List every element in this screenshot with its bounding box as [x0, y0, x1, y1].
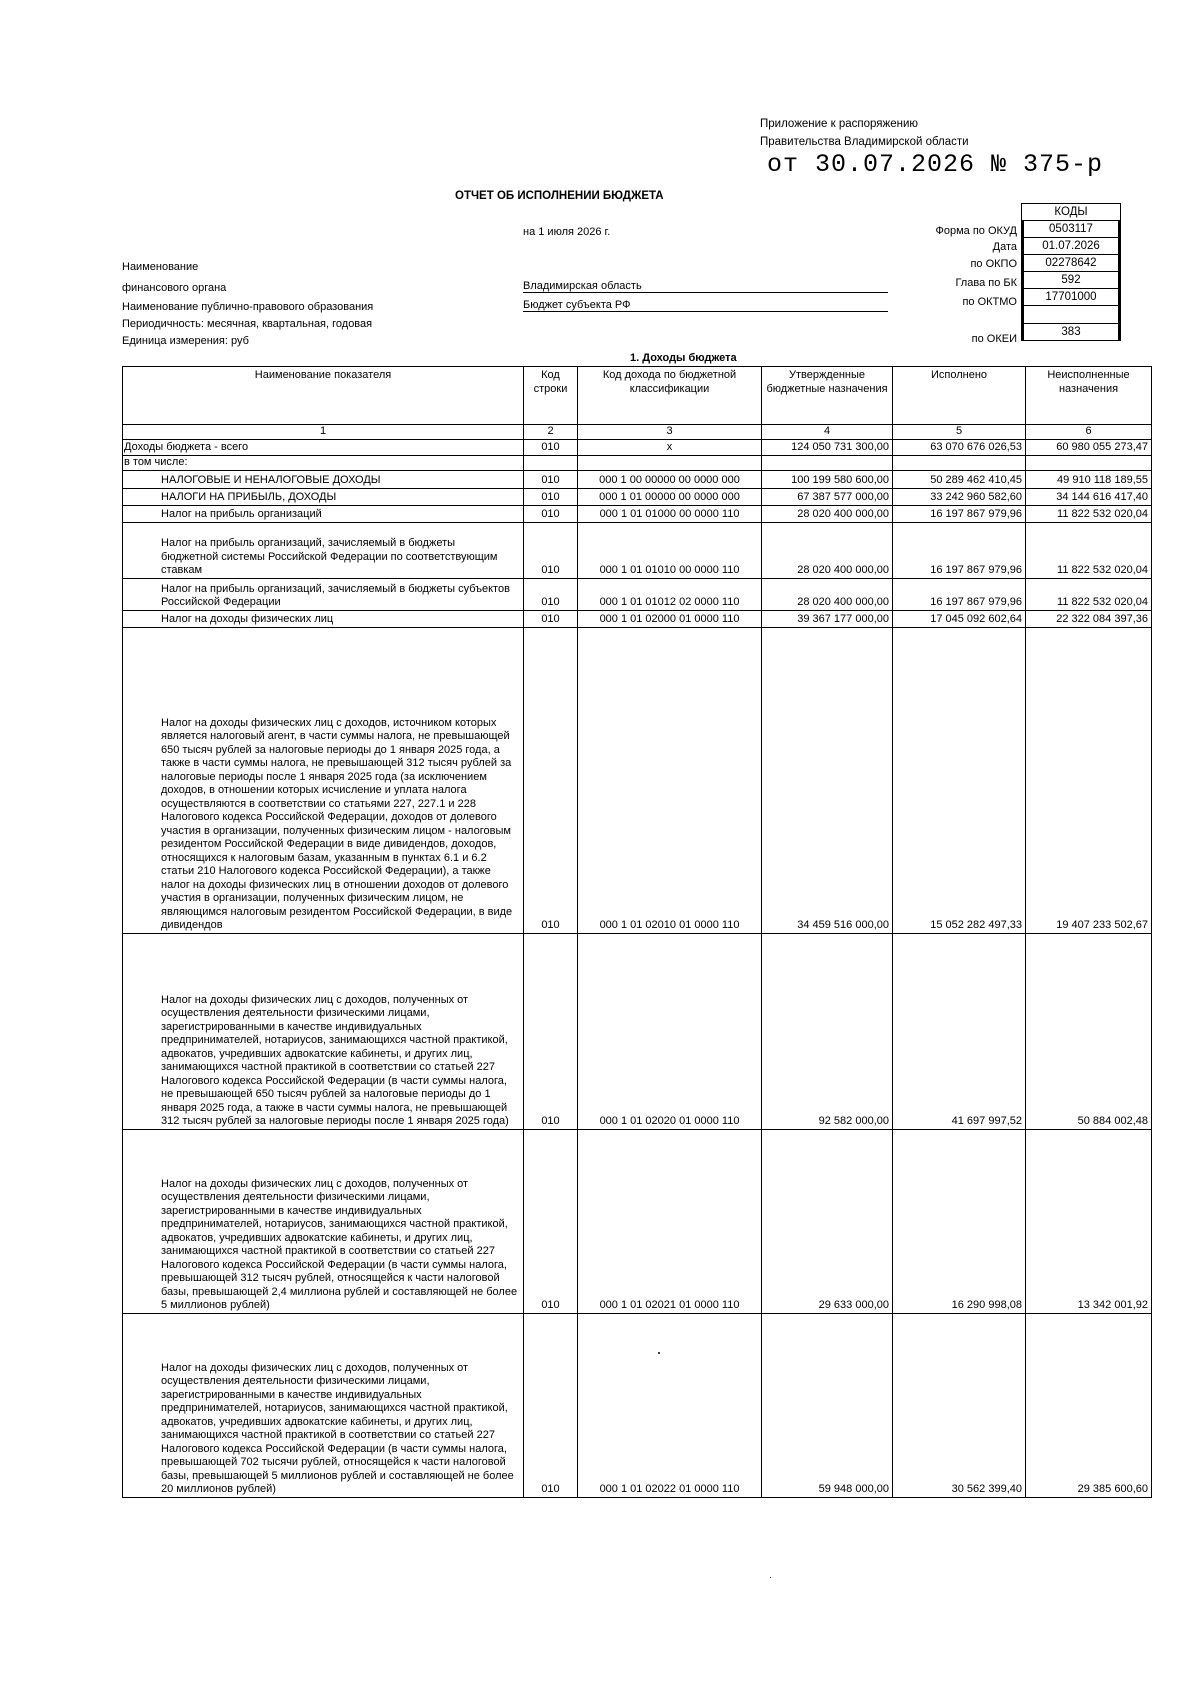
- row-executed: 63 070 676 026,53: [893, 439, 1026, 455]
- row-line: 010: [524, 522, 578, 578]
- row-line: 010: [524, 488, 578, 505]
- label-glava-bk: Глава по БК: [955, 277, 1017, 289]
- row-line: 010: [524, 1313, 578, 1497]
- label-okei: по ОКЕИ: [971, 333, 1017, 345]
- row-approved: 39 367 177 000,00: [762, 610, 893, 627]
- row-executed: 41 697 997,52: [893, 933, 1026, 1129]
- row-name: НАЛОГИ НА ПРИБЫЛЬ, ДОХОДЫ: [123, 488, 524, 505]
- row-name: Налог на доходы физических лиц с доходов, полученных от осуществления деятельности физическими лицами, зарегистрированными в качестве индивидуальных предпринимателей, нотариусов, занимающихся частной практикой, адвокатов, учредивших адвокатские кабинеты, и других лиц, занимающихся частной практикой в соответствии со статьей 227 Налогового кодекса Российской Федерации (в части суммы налога, превышающей 702 тысячи рублей, относящейся к части налоговой базы, превышающей 5 миллионов рублей и составляющей не более 20 миллионов рублей): [123, 1313, 524, 1497]
- label-oktmo: по ОКТМО: [962, 296, 1017, 308]
- order-number: от 30.07.2026 № 375-р: [767, 150, 1104, 179]
- label-date: Дата: [992, 241, 1017, 253]
- table-row: [123, 578, 1152, 610]
- col-num-1: 1: [123, 425, 524, 440]
- row-executed: 50 289 462 410,45: [893, 470, 1026, 488]
- periodicity: Периодичность: месячная, квартальная, годовая: [122, 318, 373, 330]
- row-code: 000 1 01 02021 01 0000 110: [578, 1129, 762, 1313]
- row-unexecuted: 13 342 001,92: [1026, 1129, 1152, 1313]
- row-code: 000 1 01 00000 00 0000 000: [578, 488, 762, 505]
- row-line: 010: [524, 627, 578, 933]
- row-line: 010: [524, 505, 578, 522]
- col-num-3: 3: [578, 425, 762, 440]
- row-executed: [893, 455, 1026, 470]
- row-code: x: [578, 439, 762, 455]
- code-glava-bk: 592: [1022, 272, 1120, 289]
- row-name: НАЛОГОВЫЕ И НЕНАЛОГОВЫЕ ДОХОДЫ: [123, 470, 524, 488]
- row-approved: 28 020 400 000,00: [762, 578, 893, 610]
- ppo-label: Наименование публично-правового образования: [122, 301, 374, 313]
- financial-body-value: Владимирская область: [523, 280, 888, 293]
- table-row: [123, 505, 1152, 522]
- row-code: 000 1 01 01010 00 0000 110: [578, 522, 762, 578]
- row-name: Доходы бюджета - всего: [123, 439, 524, 455]
- row-executed: 17 045 092 602,64: [893, 610, 1026, 627]
- name-label-2: финансового органа: [122, 282, 227, 294]
- row-approved: 34 459 516 000,00: [762, 627, 893, 933]
- row-unexecuted: 34 144 616 417,40: [1026, 488, 1152, 505]
- table-row: [123, 1313, 1152, 1497]
- scan-speck: [658, 1352, 660, 1354]
- row-unexecuted: 11 822 532 020,04: [1026, 522, 1152, 578]
- row-name: Налог на доходы физических лиц с доходов, полученных от осуществления деятельности физическими лицами, зарегистрированными в качестве индивидуальных предпринимателей, нотариусов, занимающихся частной практикой, адвокатов, учредивших адвокатские кабинеты, и других лиц, занимающихся частной практикой в соответствии со статьей 227 Налогового кодекса Российской Федерации (в части суммы налога, не превышающей 650 тысяч рублей за налоговые периоды до 1 января 2025 года, а также в части суммы налога, не превышающей 312 тысяч рублей за налоговые периоды после 1 января 2025 года): [123, 933, 524, 1129]
- report-title: ОТЧЕТ ОБ ИСПОЛНЕНИИ БЮДЖЕТА: [455, 190, 664, 202]
- code-empty: [1022, 306, 1120, 324]
- row-name: в том числе:: [123, 455, 524, 470]
- row-executed: 16 197 867 979,96: [893, 505, 1026, 522]
- row-approved: 28 020 400 000,00: [762, 505, 893, 522]
- header-income-code: Код дохода по бюджетной классификации: [578, 367, 762, 425]
- code-okud: 0503117: [1022, 221, 1120, 238]
- col-num-4: 4: [762, 425, 893, 440]
- code-date: 01.07.2026: [1022, 238, 1120, 255]
- row-executed: 30 562 399,40: [893, 1313, 1026, 1497]
- col-num-2: 2: [524, 425, 578, 440]
- row-name: Налог на доходы физических лиц с доходов, полученных от осуществления деятельности физическими лицами, зарегистрированными в качестве индивидуальных предпринимателей, нотариусов, занимающихся частной практикой, адвокатов, учредивших адвокатские кабинеты, и других лиц, занимающихся частной практикой в соответствии со статьей 227 Налогового кодекса Российской Федерации (в части суммы налога, превышающей 312 тысяч рублей, относящейся к части налоговой базы, превышающей 2,4 миллиона рублей и составляющей не более 5 миллионов рублей): [123, 1129, 524, 1313]
- ppo-value: Бюджет субъекта РФ: [523, 299, 888, 312]
- table-row: [123, 439, 1152, 455]
- row-line: 010: [524, 933, 578, 1129]
- code-okei: 383: [1022, 324, 1120, 340]
- row-approved: 28 020 400 000,00: [762, 522, 893, 578]
- row-unexecuted: 11 822 532 020,04: [1026, 578, 1152, 610]
- header-row: [123, 367, 1152, 425]
- table-row: [123, 470, 1152, 488]
- header-approved: Утвержденные бюджетные назначения: [762, 367, 893, 425]
- column-number-row: [123, 425, 1152, 440]
- unit: Единица измерения: руб: [122, 335, 249, 347]
- report-date: на 1 июля 2026 г.: [523, 226, 611, 238]
- codes-box: [1021, 203, 1121, 341]
- row-code: 000 1 01 01012 02 0000 110: [578, 578, 762, 610]
- table-row: [123, 1129, 1152, 1313]
- code-okpo: 02278642: [1022, 255, 1120, 272]
- row-unexecuted: 22 322 084 397,36: [1026, 610, 1152, 627]
- row-line: 010: [524, 610, 578, 627]
- row-executed: 16 290 998,08: [893, 1129, 1026, 1313]
- row-code: 000 1 01 02020 01 0000 110: [578, 933, 762, 1129]
- row-unexecuted: 11 822 532 020,04: [1026, 505, 1152, 522]
- row-code: 000 1 01 02000 01 0000 110: [578, 610, 762, 627]
- label-okud: Форма по ОКУД: [935, 225, 1017, 237]
- row-code: 000 1 01 01000 00 0000 110: [578, 505, 762, 522]
- row-executed: 33 242 960 582,60: [893, 488, 1026, 505]
- row-name: Налог на прибыль организаций: [123, 505, 524, 522]
- row-code: 000 1 01 02022 01 0000 110: [578, 1313, 762, 1497]
- appendix-line-2: Правительства Владимирской области: [760, 136, 969, 148]
- header-executed: Исполнено: [893, 367, 1026, 425]
- section-title: 1. Доходы бюджета: [630, 352, 737, 364]
- codes-header: КОДЫ: [1022, 204, 1120, 221]
- row-line: 010: [524, 1129, 578, 1313]
- header-name: Наименование показателя: [123, 367, 524, 425]
- table-row: [123, 488, 1152, 505]
- appendix-line-1: Приложение к распоряжению: [760, 118, 919, 130]
- row-approved: 100 199 580 600,00: [762, 470, 893, 488]
- row-executed: 15 052 282 497,33: [893, 627, 1026, 933]
- label-okpo: по ОКПО: [970, 258, 1017, 270]
- row-unexecuted: [1026, 455, 1152, 470]
- table-row: [123, 455, 1152, 470]
- row-line: 010: [524, 470, 578, 488]
- table-row: [123, 610, 1152, 627]
- income-table: [122, 366, 1152, 1498]
- row-line: [524, 455, 578, 470]
- row-name: Налог на доходы физических лиц: [123, 610, 524, 627]
- row-unexecuted: 60 980 055 273,47: [1026, 439, 1152, 455]
- table-row: [123, 933, 1152, 1129]
- row-line: 010: [524, 578, 578, 610]
- row-unexecuted: 49 910 118 189,55: [1026, 470, 1152, 488]
- row-approved: 92 582 000,00: [762, 933, 893, 1129]
- row-executed: 16 197 867 979,96: [893, 522, 1026, 578]
- row-unexecuted: 29 385 600,60: [1026, 1313, 1152, 1497]
- col-num-6: 6: [1026, 425, 1152, 440]
- row-approved: 67 387 577 000,00: [762, 488, 893, 505]
- row-approved: 29 633 000,00: [762, 1129, 893, 1313]
- row-line: 010: [524, 439, 578, 455]
- row-code: 000 1 00 00000 00 0000 000: [578, 470, 762, 488]
- name-label-1: Наименование: [122, 261, 199, 273]
- row-name: Налог на доходы физических лиц с доходов, источником которых является налоговый агент, в части суммы налога, не превышающей 650 тысяч рублей за налоговые периоды до 1 января 2025 года, а также в части суммы налога, не превышающей 312 тысяч рублей за налоговые периоды после 1 января 2025 года (за исключением доходов, в отношении которых исчисление и уплата налога осуществляются в соответствии со статьями 227, 227.1 и 228 Налогового кодекса Российской Федерации, доходов от долевого участия в организации, полученных физическим лицом - налоговым резидентом Российской Федерации в виде дивидендов, доходов, относящихся к налоговым базам, указанным в пунктах 6.1 и 6.2 статьи 210 Налогового кодекса Российской Федерации), а также налог на доходы физических лиц в отношении доходов от долевого участия в организации, полученных физическим лицом, не являющимся налоговым резидентом Российской Федерации, в виде дивидендов: [123, 627, 524, 933]
- row-name: Налог на прибыль организаций, зачисляемый в бюджеты бюджетной системы Российской Федерации по соответствующим ставкам: [123, 522, 524, 578]
- row-name: Налог на прибыль организаций, зачисляемый в бюджеты субъектов Российской Федерации: [123, 578, 524, 610]
- scan-speck: [770, 1577, 771, 1578]
- code-oktmo: 17701000: [1022, 289, 1120, 306]
- header-line-code: Код строки: [524, 367, 578, 425]
- row-code: 000 1 01 02010 01 0000 110: [578, 627, 762, 933]
- col-num-5: 5: [893, 425, 1026, 440]
- row-approved: 124 050 731 300,00: [762, 439, 893, 455]
- row-approved: [762, 455, 893, 470]
- row-approved: 59 948 000,00: [762, 1313, 893, 1497]
- table-row: [123, 627, 1152, 933]
- header-unexecuted: Неисполненные назначения: [1026, 367, 1152, 425]
- row-unexecuted: 50 884 002,48: [1026, 933, 1152, 1129]
- row-code: [578, 455, 762, 470]
- row-unexecuted: 19 407 233 502,67: [1026, 627, 1152, 933]
- row-executed: 16 197 867 979,96: [893, 578, 1026, 610]
- table-row: [123, 522, 1152, 578]
